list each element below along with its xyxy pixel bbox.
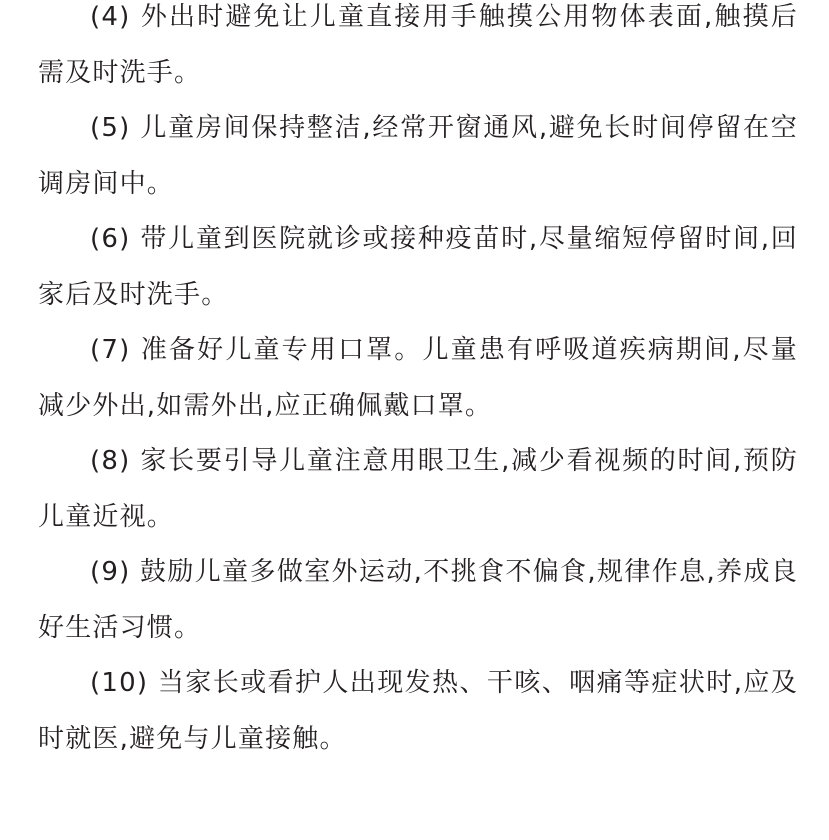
list-item-6: (6) 带儿童到医院就诊或接种疫苗时,尽量缩短停留时间,回家后及时洗手。 [38, 224, 798, 310]
list-item-10: (10) 当家长或看护人出现发热、干咳、咽痛等症状时,应及时就医,避免与儿童接触。 [38, 668, 798, 754]
list-item-5: (5) 儿童房间保持整洁,经常开窗通风,避免长时间停留在空调房间中。 [38, 113, 798, 199]
list-item-9: (9) 鼓励儿童多做室外运动,不挑食不偏食,规律作息,养成良好生活习惯。 [38, 557, 798, 643]
list-item-8: (8) 家长要引导儿童注意用眼卫生,减少看视频的时间,预防儿童近视。 [38, 446, 798, 532]
list-item-7: (7) 准备好儿童专用口罩。儿童患有呼吸道疾病期间,尽量减少外出,如需外出,应正确佩戴口罩。 [38, 335, 798, 421]
list-item-4: (4) 外出时避免让儿童直接用手触摸公用物体表面,触摸后需及时洗手。 [38, 2, 798, 88]
